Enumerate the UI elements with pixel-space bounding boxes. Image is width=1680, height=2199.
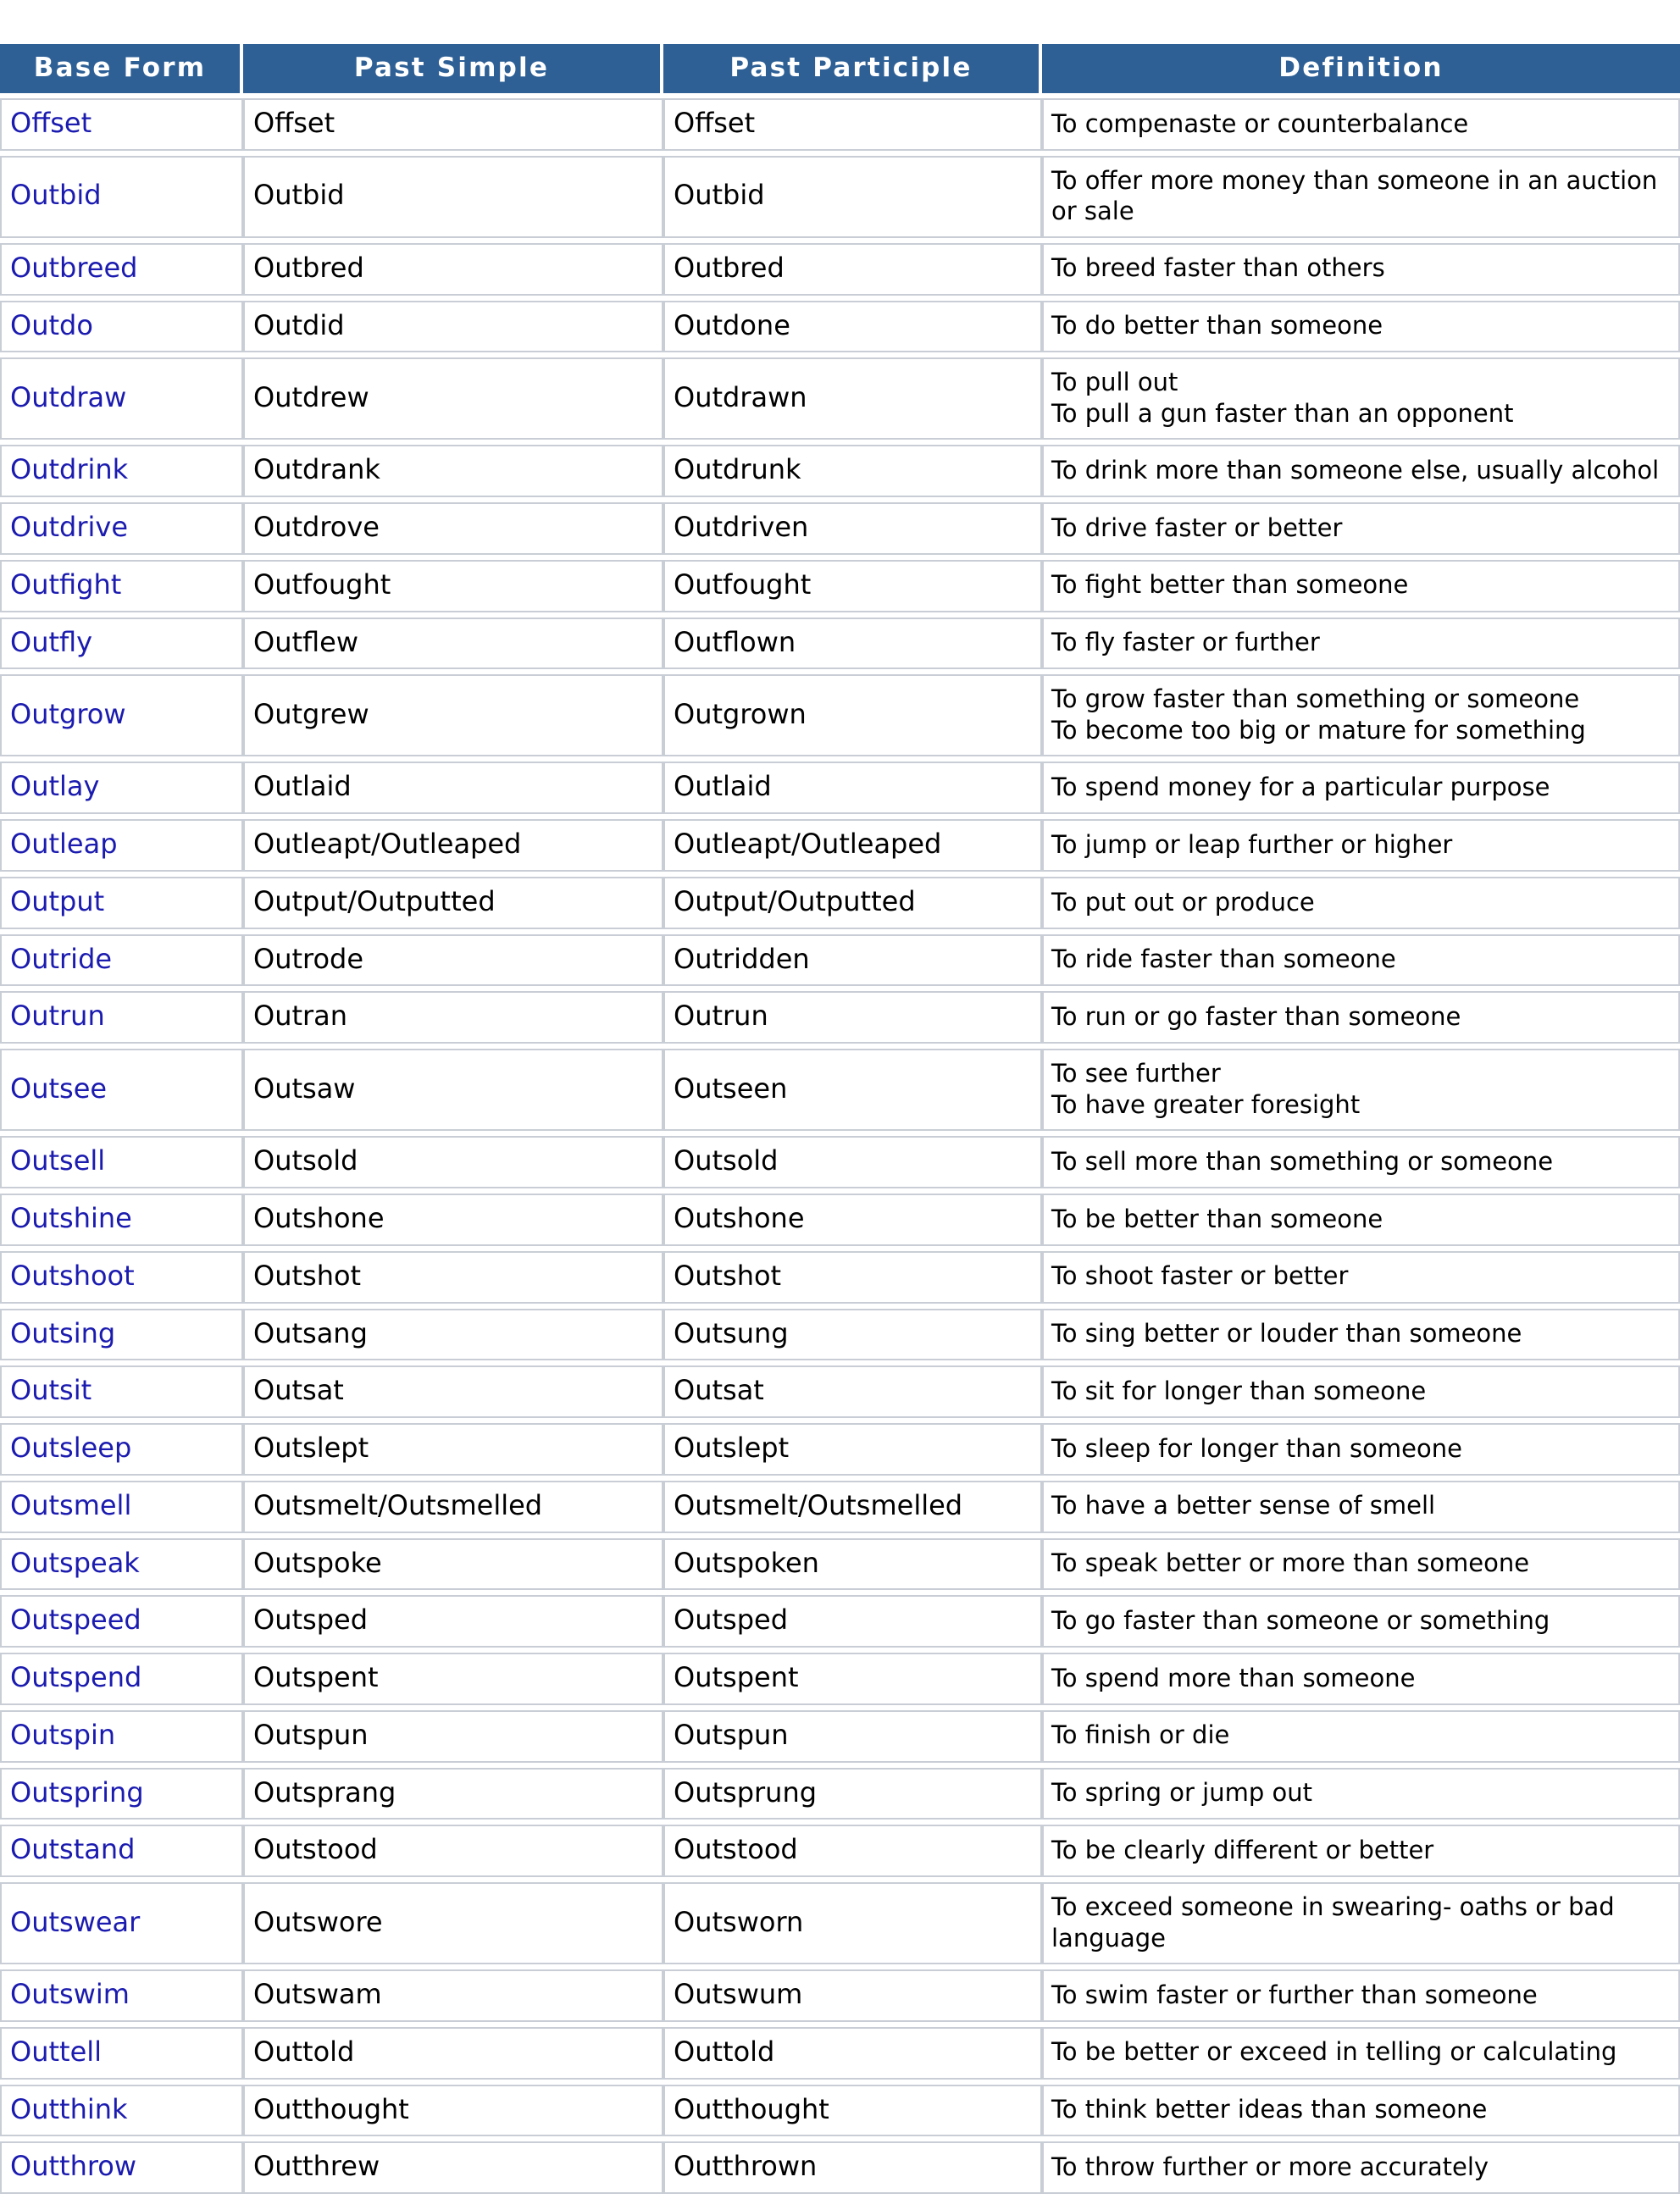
cell-past-simple: Outspun bbox=[243, 1710, 663, 1763]
cell-base-form[interactable]: Offset bbox=[0, 98, 243, 151]
cell-definition bbox=[1042, 934, 1680, 987]
cell-past-simple: Outthrew bbox=[243, 2141, 663, 2194]
definition-line: To sit for longer than someone bbox=[1051, 1376, 1427, 1405]
cell-base-form[interactable]: Outsmell bbox=[0, 1481, 243, 1533]
cell-definition bbox=[1042, 1825, 1680, 1877]
table-row bbox=[0, 762, 1680, 814]
cell-past-simple: Outsaw bbox=[243, 1049, 663, 1131]
definition-line: To be better than someone bbox=[1051, 1204, 1383, 1233]
cell-past-simple: Outspoke bbox=[243, 1538, 663, 1591]
definition-line: To exceed someone in swearing- oaths or bad language bbox=[1051, 1892, 1615, 1953]
cell-definition bbox=[1042, 762, 1680, 814]
cell-definition bbox=[1042, 1365, 1680, 1418]
cell-past-simple: Outbred bbox=[243, 243, 663, 296]
cell-base-form[interactable]: Outstand bbox=[0, 1825, 243, 1877]
table-row bbox=[0, 1194, 1680, 1246]
cell-past-participle: Outfought bbox=[663, 560, 1042, 612]
cell-past-simple: Output/Outputted bbox=[243, 877, 663, 929]
definition-line: To sell more than something or someone bbox=[1051, 1146, 1554, 1176]
cell-past-participle: Outspent bbox=[663, 1653, 1042, 1705]
column-header-past-participle: Past Participle bbox=[663, 44, 1042, 93]
cell-definition bbox=[1042, 1481, 1680, 1533]
cell-definition bbox=[1042, 502, 1680, 555]
cell-definition bbox=[1042, 1595, 1680, 1648]
definition-line: To ride faster than someone bbox=[1051, 944, 1396, 974]
cell-past-participle: Outswum bbox=[663, 1969, 1042, 2022]
table-header-row bbox=[0, 44, 1680, 93]
cell-past-simple: Outswore bbox=[243, 1882, 663, 1964]
cell-base-form[interactable]: Outsee bbox=[0, 1049, 243, 1131]
definition-line: To put out or produce bbox=[1051, 887, 1315, 917]
cell-definition bbox=[1042, 877, 1680, 929]
cell-base-form[interactable]: Outdraw bbox=[0, 357, 243, 440]
cell-past-participle: Outthought bbox=[663, 2085, 1042, 2137]
table-row bbox=[0, 1481, 1680, 1533]
cell-base-form[interactable]: Outdrive bbox=[0, 502, 243, 555]
cell-base-form[interactable]: Outspend bbox=[0, 1653, 243, 1705]
table-row bbox=[0, 1049, 1680, 1131]
definition-line: To swim faster or further than someone bbox=[1051, 1980, 1538, 2009]
cell-definition bbox=[1042, 819, 1680, 872]
definition-line: To sing better or louder than someone bbox=[1051, 1319, 1522, 1349]
cell-past-simple: Outstood bbox=[243, 1825, 663, 1877]
column-header-base-form: Base Form bbox=[0, 44, 243, 93]
cell-definition bbox=[1042, 618, 1680, 670]
table-row bbox=[0, 1136, 1680, 1188]
table-row bbox=[0, 2141, 1680, 2194]
table-row bbox=[0, 1538, 1680, 1591]
cell-definition bbox=[1042, 991, 1680, 1044]
cell-base-form[interactable]: Outbid bbox=[0, 156, 243, 238]
definition-line: To spring or jump out bbox=[1051, 1778, 1312, 1808]
cell-definition bbox=[1042, 1194, 1680, 1246]
cell-past-simple: Outgrew bbox=[243, 674, 663, 756]
cell-definition bbox=[1042, 1423, 1680, 1476]
definition-line: To think better ideas than someone bbox=[1051, 2095, 1488, 2124]
cell-definition bbox=[1042, 1309, 1680, 1361]
cell-past-participle: Outdone bbox=[663, 301, 1042, 353]
cell-definition bbox=[1042, 301, 1680, 353]
cell-past-simple: Outthought bbox=[243, 2085, 663, 2137]
definition-line: To do better than someone bbox=[1051, 311, 1383, 341]
column-header-past-simple: Past Simple bbox=[243, 44, 663, 93]
cell-past-simple: Outtold bbox=[243, 2027, 663, 2080]
cell-past-simple: Outflew bbox=[243, 618, 663, 670]
cell-base-form[interactable]: Outspring bbox=[0, 1768, 243, 1820]
table-row bbox=[0, 98, 1680, 151]
definition-line: To fly faster or further bbox=[1051, 628, 1320, 657]
table-header bbox=[0, 44, 1680, 93]
cell-past-simple: Outslept bbox=[243, 1423, 663, 1476]
definition-line: To have a better sense of smell bbox=[1051, 1491, 1436, 1520]
cell-past-participle: Output/Outputted bbox=[663, 877, 1042, 929]
cell-past-simple: Outshot bbox=[243, 1251, 663, 1304]
table-row bbox=[0, 1423, 1680, 1476]
cell-past-simple: Outswam bbox=[243, 1969, 663, 2022]
cell-definition bbox=[1042, 1136, 1680, 1188]
definition-line: To pull out bbox=[1051, 368, 1178, 397]
table-row bbox=[0, 991, 1680, 1044]
cell-past-participle: Outspoken bbox=[663, 1538, 1042, 1591]
cell-definition bbox=[1042, 1710, 1680, 1763]
cell-base-form[interactable]: Outsleep bbox=[0, 1423, 243, 1476]
cell-base-form[interactable]: Outsell bbox=[0, 1136, 243, 1188]
definition-line: To be better or exceed in telling or calculating bbox=[1051, 2037, 1617, 2067]
definition-line: To pull a gun faster than an opponent bbox=[1051, 398, 1514, 428]
cell-base-form[interactable]: Outbreed bbox=[0, 243, 243, 296]
definition-line: To run or go faster than someone bbox=[1051, 1002, 1461, 1032]
table-row bbox=[0, 1251, 1680, 1304]
cell-base-form[interactable]: Outfight bbox=[0, 560, 243, 612]
cell-definition bbox=[1042, 1882, 1680, 1964]
table-row bbox=[0, 2085, 1680, 2137]
table-row bbox=[0, 243, 1680, 296]
cell-past-participle: Outshot bbox=[663, 1251, 1042, 1304]
definition-line: To sleep for longer than someone bbox=[1051, 1433, 1462, 1463]
cell-past-participle: Outflown bbox=[663, 618, 1042, 670]
cell-past-participle: Outtold bbox=[663, 2027, 1042, 2080]
cell-past-participle: Outseen bbox=[663, 1049, 1042, 1131]
cell-past-simple: Outdrank bbox=[243, 445, 663, 497]
cell-definition bbox=[1042, 1653, 1680, 1705]
cell-past-participle: Outsung bbox=[663, 1309, 1042, 1361]
cell-past-participle: Outridden bbox=[663, 934, 1042, 987]
table-row bbox=[0, 1882, 1680, 1964]
table-row bbox=[0, 819, 1680, 872]
table-row bbox=[0, 445, 1680, 497]
cell-past-simple: Outleapt/Outleaped bbox=[243, 819, 663, 872]
definition-line: To become too big or mature for something bbox=[1051, 715, 1586, 745]
cell-definition bbox=[1042, 674, 1680, 756]
cell-definition bbox=[1042, 243, 1680, 296]
table-row bbox=[0, 877, 1680, 929]
cell-past-simple: Outdrew bbox=[243, 357, 663, 440]
cell-base-form[interactable]: Output bbox=[0, 877, 243, 929]
definition-line: To offer more money than someone in an auction or sale bbox=[1051, 165, 1658, 226]
definition-line: To jump or leap further or higher bbox=[1051, 829, 1453, 859]
cell-past-participle: Outsworn bbox=[663, 1882, 1042, 1964]
cell-base-form[interactable]: Outswear bbox=[0, 1882, 243, 1964]
cell-base-form[interactable]: Outsing bbox=[0, 1309, 243, 1361]
cell-past-participle: Outleapt/Outleaped bbox=[663, 819, 1042, 872]
cell-base-form[interactable]: Outshine bbox=[0, 1194, 243, 1246]
cell-base-form[interactable]: Outdrink bbox=[0, 445, 243, 497]
cell-past-participle: Outgrown bbox=[663, 674, 1042, 756]
table-row bbox=[0, 1825, 1680, 1877]
table-row bbox=[0, 357, 1680, 440]
cell-base-form[interactable]: Outthrow bbox=[0, 2141, 243, 2194]
definition-line: To breed faster than others bbox=[1051, 253, 1385, 283]
definition-line: To finish or die bbox=[1051, 1720, 1230, 1750]
table-row bbox=[0, 1653, 1680, 1705]
cell-definition bbox=[1042, 1768, 1680, 1820]
definition-line: To fight better than someone bbox=[1051, 570, 1409, 600]
cell-past-simple: Offset bbox=[243, 98, 663, 151]
irregular-verbs-table bbox=[0, 39, 1680, 2199]
cell-definition bbox=[1042, 357, 1680, 440]
table-row bbox=[0, 1768, 1680, 1820]
definition-line: To be clearly different or better bbox=[1051, 1835, 1434, 1864]
cell-definition bbox=[1042, 98, 1680, 151]
cell-past-simple: Outsang bbox=[243, 1309, 663, 1361]
table-row bbox=[0, 301, 1680, 353]
cell-base-form[interactable]: Outride bbox=[0, 934, 243, 987]
cell-past-participle: Outsped bbox=[663, 1595, 1042, 1648]
definition-line: To spend money for a particular purpose bbox=[1051, 773, 1550, 802]
column-header-definition: Definition bbox=[1042, 44, 1680, 93]
cell-past-participle: Outdrunk bbox=[663, 445, 1042, 497]
table-row bbox=[0, 618, 1680, 670]
cell-base-form[interactable]: Outsit bbox=[0, 1365, 243, 1418]
definition-line: To go faster than someone or something bbox=[1051, 1605, 1550, 1635]
cell-past-participle: Outdriven bbox=[663, 502, 1042, 555]
cell-definition bbox=[1042, 1251, 1680, 1304]
cell-past-participle: Outdrawn bbox=[663, 357, 1042, 440]
cell-past-participle: Outrun bbox=[663, 991, 1042, 1044]
cell-definition bbox=[1042, 2085, 1680, 2137]
cell-definition bbox=[1042, 445, 1680, 497]
table-row bbox=[0, 1595, 1680, 1648]
table-row bbox=[0, 2027, 1680, 2080]
cell-past-participle: Outspun bbox=[663, 1710, 1042, 1763]
cell-past-participle: Outslept bbox=[663, 1423, 1042, 1476]
cell-definition bbox=[1042, 2027, 1680, 2080]
cell-base-form[interactable]: Outleap bbox=[0, 819, 243, 872]
cell-past-participle: Outstood bbox=[663, 1825, 1042, 1877]
cell-past-participle: Outsmelt/Outsmelled bbox=[663, 1481, 1042, 1533]
definition-line: To see further bbox=[1051, 1059, 1221, 1088]
cell-past-simple: Outdrove bbox=[243, 502, 663, 555]
cell-past-participle: Outlaid bbox=[663, 762, 1042, 814]
cell-base-form[interactable]: Outlay bbox=[0, 762, 243, 814]
cell-base-form[interactable]: Outspin bbox=[0, 1710, 243, 1763]
definition-line: To shoot faster or better bbox=[1051, 1261, 1349, 1291]
cell-base-form[interactable]: Outrun bbox=[0, 991, 243, 1044]
cell-past-participle: Outbred bbox=[663, 243, 1042, 296]
cell-past-participle: Offset bbox=[663, 98, 1042, 151]
cell-definition bbox=[1042, 156, 1680, 238]
cell-definition bbox=[1042, 1049, 1680, 1131]
cell-past-simple: Outsprang bbox=[243, 1768, 663, 1820]
cell-base-form[interactable]: Outtell bbox=[0, 2027, 243, 2080]
cell-base-form[interactable]: Outdo bbox=[0, 301, 243, 353]
cell-base-form[interactable]: Outspeed bbox=[0, 1595, 243, 1648]
cell-past-simple: Outsmelt/Outsmelled bbox=[243, 1481, 663, 1533]
definition-line: To speak better or more than someone bbox=[1051, 1548, 1530, 1578]
definition-line: To drink more than someone else, usually alcohol bbox=[1051, 455, 1660, 485]
cell-past-simple: Outlaid bbox=[243, 762, 663, 814]
cell-past-participle: Outthrown bbox=[663, 2141, 1042, 2194]
cell-base-form[interactable]: Outfly bbox=[0, 618, 243, 670]
table-row bbox=[0, 1365, 1680, 1418]
cell-past-simple: Outrode bbox=[243, 934, 663, 987]
cell-past-participle: Outshone bbox=[663, 1194, 1042, 1246]
definition-line: To throw further or more accurately bbox=[1051, 2152, 1489, 2181]
table-row bbox=[0, 1710, 1680, 1763]
cell-past-simple: Outspent bbox=[243, 1653, 663, 1705]
cell-past-simple: Outfought bbox=[243, 560, 663, 612]
definition-line: To have greater foresight bbox=[1051, 1089, 1361, 1119]
cell-base-form[interactable]: Outthink bbox=[0, 2085, 243, 2137]
cell-definition bbox=[1042, 1538, 1680, 1591]
cell-past-participle: Outsprung bbox=[663, 1768, 1042, 1820]
definition-line: To grow faster than something or someone bbox=[1051, 684, 1580, 714]
cell-past-participle: Outbid bbox=[663, 156, 1042, 238]
table-row bbox=[0, 934, 1680, 987]
table-row bbox=[0, 156, 1680, 238]
cell-past-simple: Outbid bbox=[243, 156, 663, 238]
table-row bbox=[0, 674, 1680, 756]
cell-past-simple: Outran bbox=[243, 991, 663, 1044]
definition-line: To compenaste or counterbalance bbox=[1051, 108, 1469, 138]
cell-base-form[interactable]: Outgrow bbox=[0, 674, 243, 756]
cell-past-simple: Outsat bbox=[243, 1365, 663, 1418]
definition-line: To spend more than someone bbox=[1051, 1663, 1416, 1692]
definition-line: To drive faster or better bbox=[1051, 512, 1343, 542]
cell-base-form[interactable]: Outshoot bbox=[0, 1251, 243, 1304]
table-row bbox=[0, 1309, 1680, 1361]
cell-past-participle: Outsold bbox=[663, 1136, 1042, 1188]
cell-base-form[interactable]: Outspeak bbox=[0, 1538, 243, 1591]
cell-past-simple: Outdid bbox=[243, 301, 663, 353]
table-body bbox=[0, 98, 1680, 2194]
cell-definition bbox=[1042, 560, 1680, 612]
cell-past-simple: Outsold bbox=[243, 1136, 663, 1188]
cell-past-simple: Outsped bbox=[243, 1595, 663, 1648]
table-row bbox=[0, 502, 1680, 555]
cell-definition bbox=[1042, 2141, 1680, 2194]
cell-past-simple: Outshone bbox=[243, 1194, 663, 1246]
cell-past-participle: Outsat bbox=[663, 1365, 1042, 1418]
cell-base-form[interactable]: Outswim bbox=[0, 1969, 243, 2022]
table-row bbox=[0, 560, 1680, 612]
